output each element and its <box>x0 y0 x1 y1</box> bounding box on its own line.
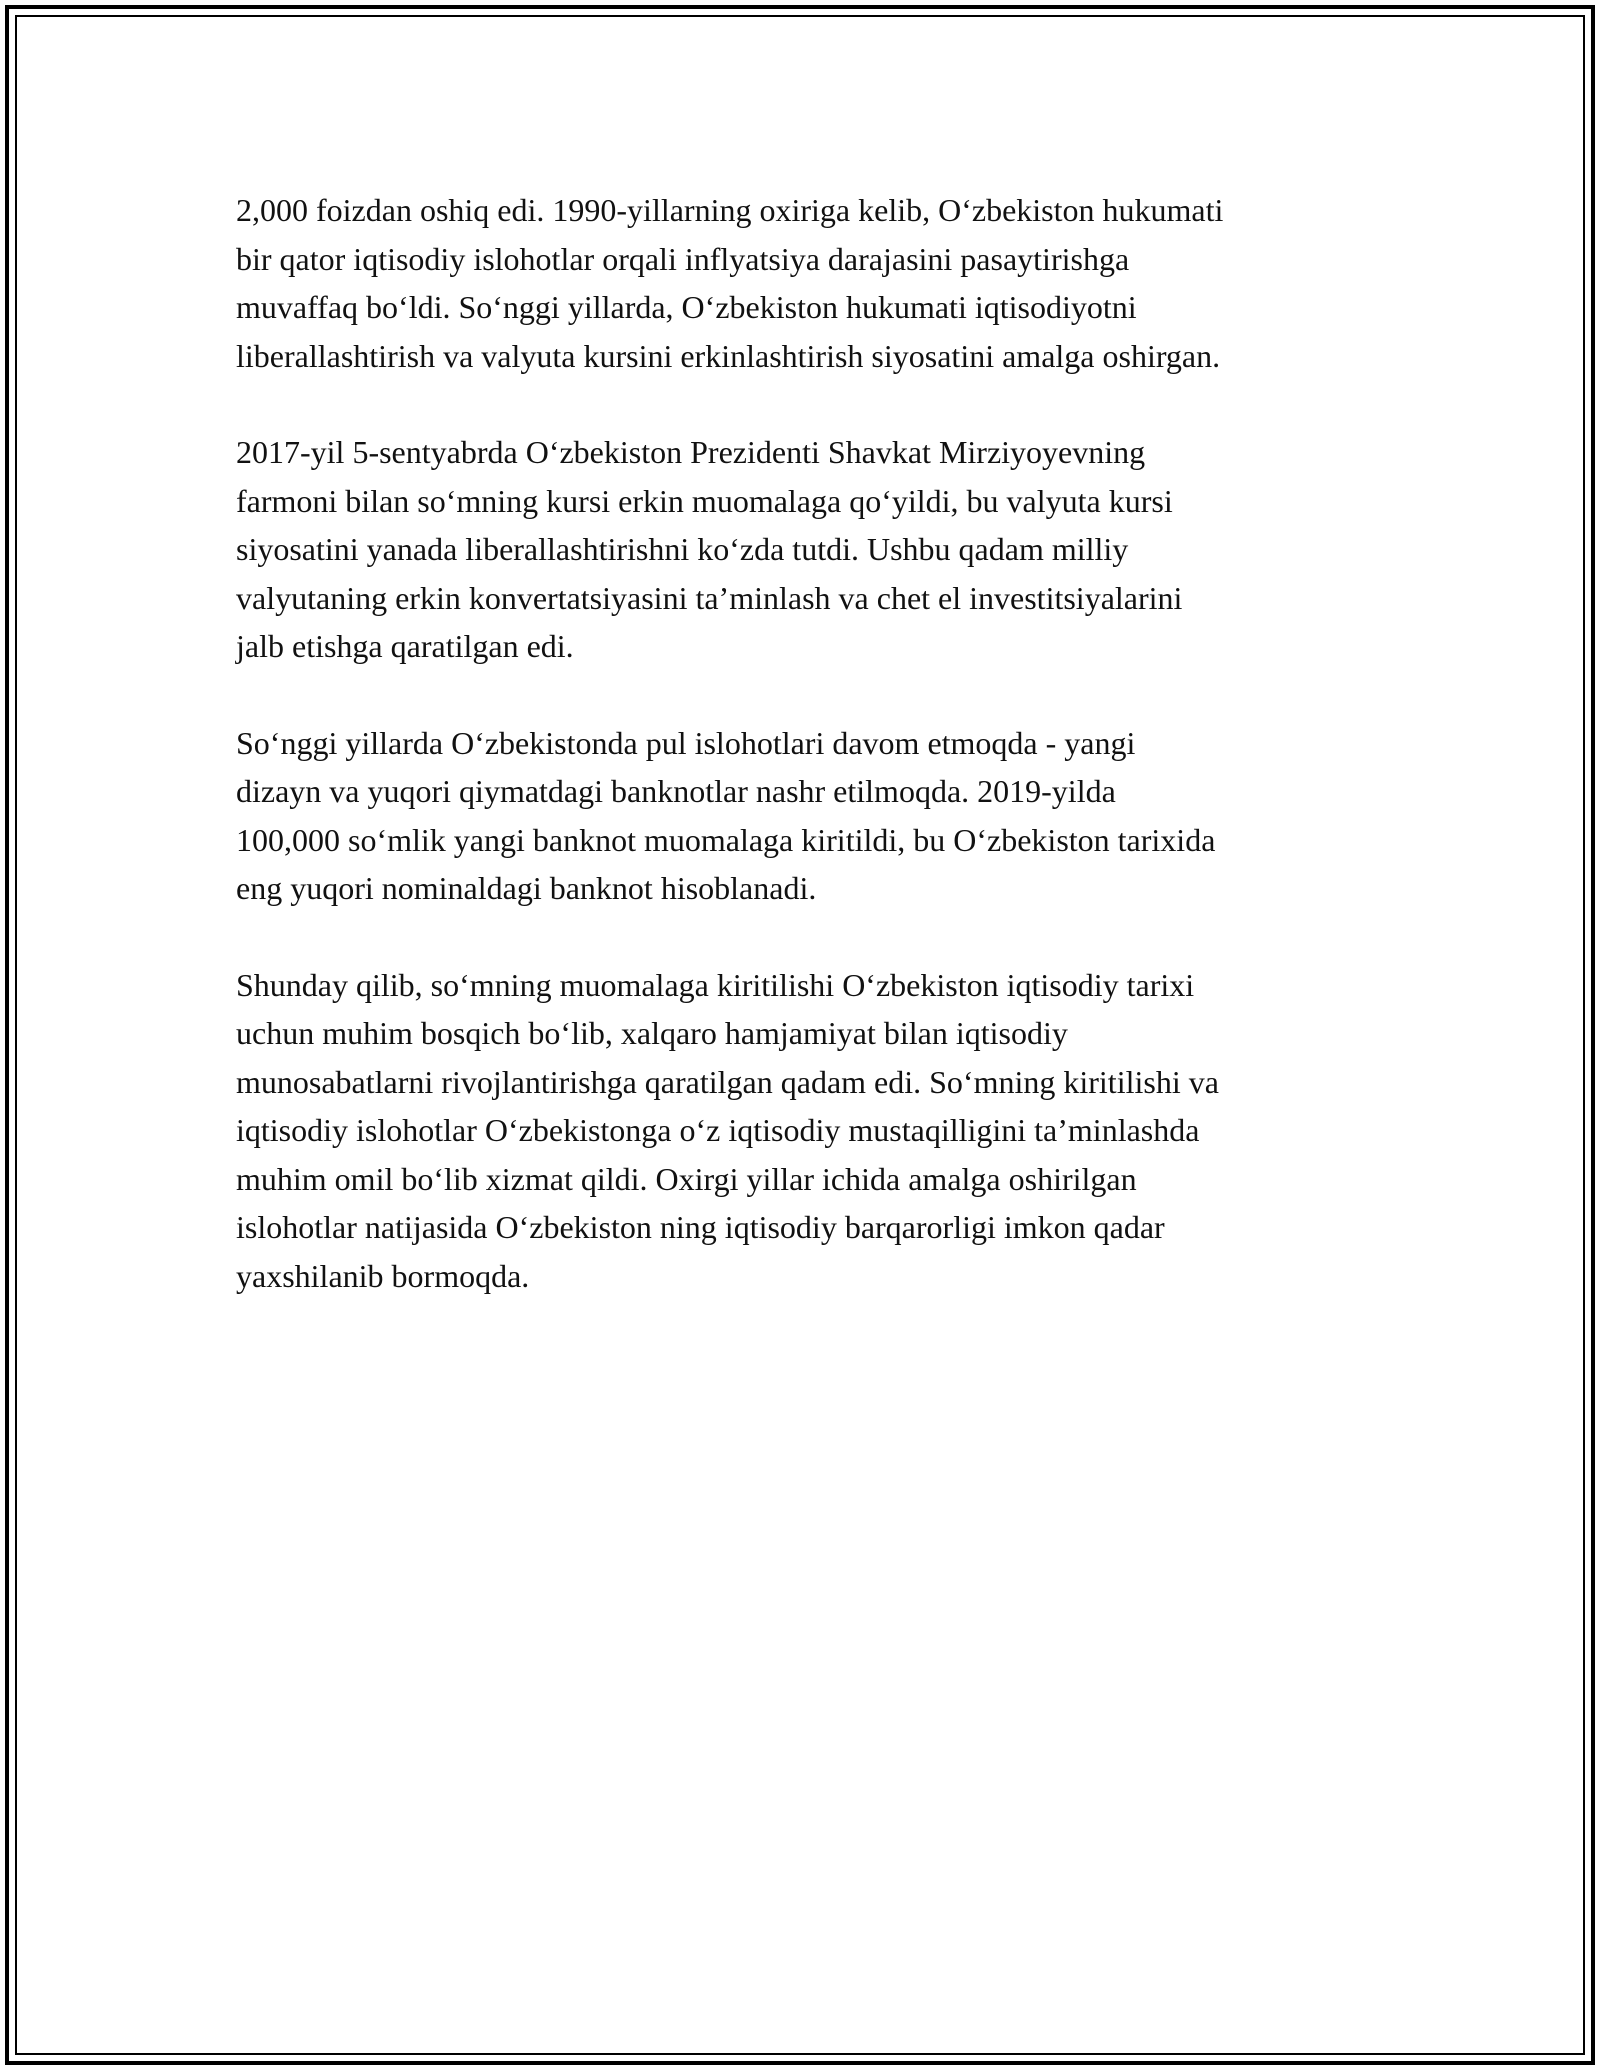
text-line: 2017-yil 5-sentyabrda O‘zbekiston Prezidenti Shavkat Mirziyoyevning <box>236 434 1146 470</box>
paragraph-3 <box>236 719 1376 913</box>
text-line: eng yuqori nominaldagi banknot hisoblanadi. <box>236 870 817 906</box>
text-line: valyutaning erkin konvertatsiyasini ta’minlash va chet el investitsiyalarini <box>236 579 1183 616</box>
text-line: muvaffaq bo‘ldi. So‘nggi yillarda, O‘zbekiston hukumati iqtisodiyotni <box>236 289 1137 325</box>
text-line: uchun muhim bosqich bo‘lib, xalqaro hamjamiyat bilan iqtisodiy <box>236 1015 1068 1051</box>
text-line: So‘nggi yillarda O‘zbekistonda pul islohotlari davom etmoqda - yangi <box>236 724 1136 761</box>
text-line: liberallashtirish va valyuta kursini erkinlashtirish siyosatini amalga oshirgan. <box>236 337 1221 374</box>
paragraph-2 <box>236 428 1376 671</box>
text-line: bir qator iqtisodiy islohotlar orqali inflyatsiya darajasini pasaytirishga <box>236 240 1130 277</box>
text-line: 2,000 foizdan oshiq edi. 1990-yillarning oxiriga kelib, O‘zbekiston hukumati <box>236 192 1224 228</box>
text-line: yaxshilanib bormoqda. <box>236 1257 530 1294</box>
paragraph-1 <box>236 186 1376 380</box>
text-line: iqtisodiy islohotlar O‘zbekistonga o‘z iqtisodiy mustaqilligini ta’minlashda <box>236 1112 1200 1148</box>
text-line: muhim omil bo‘lib xizmat qildi. Oxirgi yillar ichida amalga oshirilgan <box>236 1160 1137 1197</box>
text-line: jalb etishga qaratilgan edi. <box>236 628 574 664</box>
text-line: islohotlar natijasida O‘zbekiston ning iqtisodiy barqarorligi imkon qadar <box>236 1209 1165 1245</box>
paragraph-4 <box>236 961 1376 1301</box>
text-line: munosabatlarni rivojlantirishga qaratilgan qadam edi. So‘mning kiritilishi va <box>236 1063 1219 1100</box>
text-line: siyosatini yanada liberallashtirishni ko‘zda tutdi. Ushbu qadam milliy <box>236 531 1129 567</box>
text-line: 100,000 so‘mlik yangi banknot muomalaga kiritildi, bu O‘zbekiston tarixida <box>236 821 1216 858</box>
document-body <box>236 186 1376 1348</box>
text-line: dizayn va yuqori qiymatdagi banknotlar nashr etilmoqda. 2019-yilda <box>236 773 1116 809</box>
text-line: Shunday qilib, so‘mning muomalaga kiritilishi O‘zbekiston iqtisodiy tarixi <box>236 966 1195 1003</box>
text-line: farmoni bilan so‘mning kursi erkin muomalaga qo‘yildi, bu valyuta kursi <box>236 482 1173 519</box>
